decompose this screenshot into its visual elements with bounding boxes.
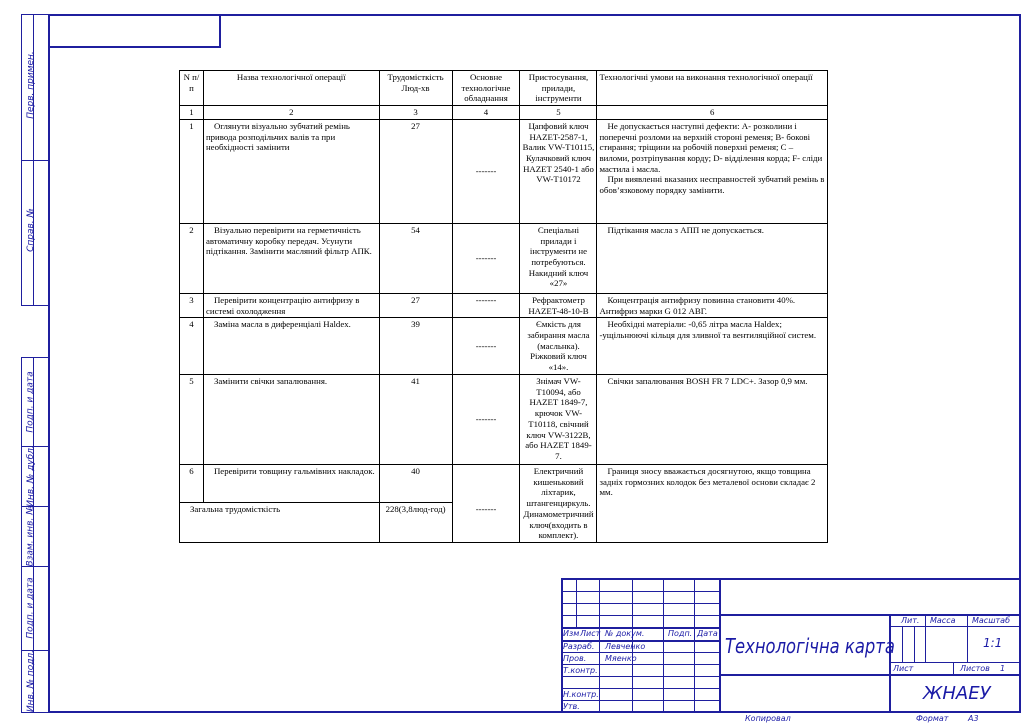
organization-name: ЖНАЕУ: [923, 683, 991, 704]
header-tools: Пристосування, прилади, інструменти: [520, 71, 597, 106]
row-operation: Перевірити товщину гальмівних накладок.: [203, 464, 379, 502]
stamp-role-developer: Разраб.: [563, 642, 595, 651]
row-number: 4: [180, 318, 204, 375]
row-tools: Ємкість для забирання масла (масльнка). Ріжковий ключ «14».: [520, 318, 597, 375]
row-equipment: -------: [452, 464, 520, 542]
header-labor: Трудомісткість Люд-хв: [379, 71, 452, 106]
col-num: 2: [203, 106, 379, 120]
row-number: 3: [180, 293, 204, 317]
header-conditions: Технологічні умови на виконання технологічної операції: [597, 71, 828, 106]
stamp-vline: [599, 578, 600, 713]
stamp-vline: [914, 626, 915, 662]
stamp-vline: [953, 662, 954, 674]
stamp-vline: [694, 578, 695, 713]
row-operation: Візуально перевірити на герметичність автоматичну коробку передач. Усунути підтікання. Замінити масляний фільтр АПК.: [203, 223, 379, 293]
row-tools: Рефрактометр HAZET-48-10-B: [520, 293, 597, 317]
row-labor: 40: [379, 464, 452, 502]
table-header-row: [180, 71, 828, 106]
table-row: [180, 374, 828, 464]
row-equipment: -------: [452, 293, 520, 317]
stamp-label-sheet-no: Лист: [893, 664, 914, 673]
row-operation: Перевірити концентрацію антифризу в системі охолодження: [203, 293, 379, 317]
row-number: 1: [180, 119, 204, 223]
side-label-sign-date-2: Подп. и дата: [26, 577, 36, 639]
stamp-format-label: Формат: [916, 714, 949, 723]
stamp-label-doc-no: № докум.: [605, 629, 645, 638]
row-conditions: Свічки запалювання BOSH FR 7 LDC+. Зазор 0,9 мм.: [597, 374, 828, 464]
total-label: Загальна трудомісткість: [180, 502, 380, 542]
stamp-vline: [719, 578, 721, 713]
row-equipment: -------: [452, 318, 520, 375]
col-num: 4: [452, 106, 520, 120]
stamp-role-norm-control: Н.контр.: [563, 690, 599, 699]
row-tools: Спеціальні прилади і інструменти не потребуються. Накидний ключ «27»: [520, 223, 597, 293]
stamp-label-date: Дата: [697, 629, 718, 638]
row-conditions: [597, 119, 828, 223]
row-number: 5: [180, 374, 204, 464]
stamp-format-value: А3: [968, 714, 979, 723]
row-operation: Оглянути візуально зубчатий ремінь привода розподільчих валів та при необхідності замінити: [203, 119, 379, 223]
row-conditions: Підтікання масла з АПП не допускається.: [597, 223, 828, 293]
row-tools: Цапфовий ключ HAZET-2587-1, Валик VW-T10115, Кулачковий ключ HAZET 2540-1 або VW-T10172: [520, 119, 597, 223]
row-number: 6: [180, 464, 204, 502]
row-conditions-text-2: При виявленні вказаних несправностей зубчатий ремінь в обов’язковому порядку замінити.: [599, 174, 825, 196]
stamp-name-developer: Левченко: [605, 642, 646, 651]
document-title: Технологічна карта: [725, 634, 895, 658]
stamp-vline: [967, 614, 968, 662]
row-tools: Електричний кишеньковий ліхтарик, штангенциркуль. Динамометричний ключ(входить в комплект).: [520, 464, 597, 542]
stamp-hline: [561, 652, 720, 653]
row-conditions: Концентрація антифризу повинна становити 40%. Антифриз марки G 012 АВГ.: [597, 293, 828, 317]
stamp-hline: [889, 662, 1021, 663]
row-labor: 27: [379, 293, 452, 317]
stamp-hline: [561, 591, 720, 592]
side-strip-sep: [21, 160, 50, 161]
stamp-role-tech-control: Т.контр.: [563, 666, 598, 675]
stamp-scale-value: 1:1: [983, 636, 1003, 650]
table-row: [180, 119, 828, 223]
table-row: [180, 318, 828, 375]
header-operation: Назва технологічної операції: [203, 71, 379, 106]
stamp-label-sheets: Листов: [960, 664, 990, 673]
stamp-hline: [889, 626, 1021, 627]
side-label-sign-date: Подп. и дата: [26, 371, 36, 433]
stamp-label-change: Изм: [563, 629, 580, 638]
row-tools: Знімач VW-T10094, або HAZET 1849-7, крючок VW-T10118, свічний ключ VW-3122B, або HAZET 1849-7.: [520, 374, 597, 464]
stamp-name-checker: Мяенко: [605, 654, 637, 663]
table-row: [180, 293, 828, 317]
stamp-hline: [719, 674, 1021, 676]
total-value: 228(3,8люд-год): [379, 502, 452, 542]
stamp-hline: [561, 664, 720, 665]
column-number-row: [180, 106, 828, 120]
row-number: 2: [180, 223, 204, 293]
row-equipment: -------: [452, 119, 520, 223]
stamp-hline: [561, 688, 720, 689]
side-label-dup-inv: Инв. № дубл.: [26, 445, 37, 507]
row-labor: 27: [379, 119, 452, 223]
stamp-copied: Копировал: [745, 714, 791, 723]
side-label-orig-inv: Инв. № подл.: [26, 649, 36, 713]
side-label-ref-no: Справ. №: [26, 208, 37, 252]
stamp-hline: [561, 615, 720, 616]
tech-card-table: [179, 70, 828, 543]
col-num: 1: [180, 106, 204, 120]
stamp-vline: [902, 626, 903, 662]
stamp-hline: [561, 603, 720, 604]
stamp-label-scale: Масштаб: [972, 616, 1011, 625]
stamp-sheets-value: 1: [1000, 664, 1006, 673]
row-conditions: Необхідні матеріали: -0,65 літра масла Haldex; -ущільнюючі кільця для зливної та вентиляційної систем.: [597, 318, 828, 375]
row-conditions-text: Не допускається наступні дефекти: А- розколини і поперечні розломи на верхній стороні ременя; В- бокові стирання; тріщини на робочій поверхні ременя; С – виломи, розтріпування корду; D- відділення корда; F- сліди мастила і масла.: [599, 120, 823, 174]
stamp-label-lit: Лит.: [901, 616, 920, 625]
side-label-first-use: Перв. примен.: [26, 51, 36, 119]
stamp-role-checker: Пров.: [563, 654, 587, 663]
row-equipment: -------: [452, 223, 520, 293]
stamp-vline: [663, 578, 664, 713]
col-num: 3: [379, 106, 452, 120]
table-row: [180, 223, 828, 293]
row-conditions: Границя зносу вважається досягнутою, якщо товщина задніх гормозних колодок без металевої основи складає 2 мм.: [597, 464, 828, 542]
col-num: 5: [520, 106, 597, 120]
header-equipment: Основне технологічне обладнання: [452, 71, 520, 106]
stamp-label-sign: Подп.: [668, 629, 693, 638]
stamp-vline: [889, 614, 891, 713]
row-labor: 54: [379, 223, 452, 293]
row-operation: Заміна масла в диференціалі Haldex.: [203, 318, 379, 375]
stamp-role-approved: Утв.: [563, 702, 580, 711]
side-label-replace-inv: Взам. инв. №: [26, 505, 37, 567]
stamp-vline: [925, 614, 926, 662]
col-num: 6: [597, 106, 828, 120]
table-row: [180, 464, 828, 502]
stamp-label-mass: Масса: [930, 616, 956, 625]
stamp-label-sheet: Лист: [580, 629, 601, 638]
row-labor: 39: [379, 318, 452, 375]
row-operation: Замінити свічки запалювання.: [203, 374, 379, 464]
row-labor: 41: [379, 374, 452, 464]
stamp-hline: [561, 676, 720, 677]
row-equipment: -------: [452, 374, 520, 464]
top-left-box: [48, 14, 221, 48]
header-number: N п/п: [180, 71, 204, 106]
stamp-hline: [561, 700, 720, 701]
